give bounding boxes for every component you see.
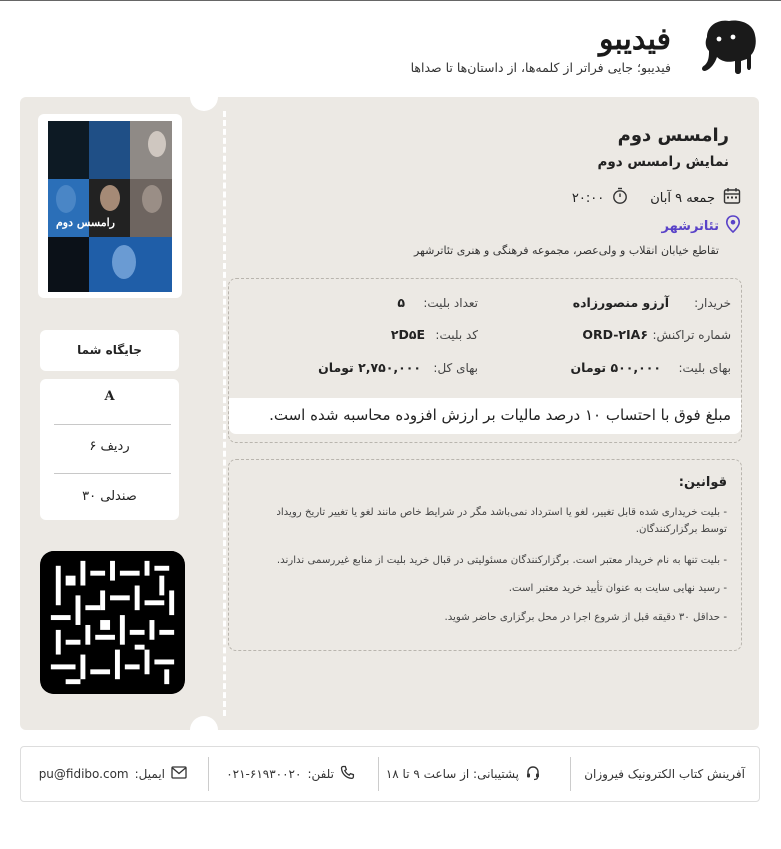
rules-title: قوانین: [678, 475, 727, 490]
brand-tagline: فیدیبو؛ جایی فراتر از کلمه‌ها، از داستان‌ها تا صداها [410, 60, 671, 75]
footer-bar [20, 746, 760, 802]
rule-item: - رسید نهایی سایت به عنوان تأیید خرید معتبر است. [508, 583, 727, 594]
purchase-details-box [228, 278, 742, 443]
rule-item: - بلیت خریداری شده قابل تغییر، لغو یا استرداد نمی‌باشد مگر در شرایط خاص مانند لغو یا تغییر تاریخ رویداد توسط برگزارکنندگان. [276, 507, 727, 535]
brand-wordmark: فیدیبو [598, 22, 671, 57]
location-pin-icon [725, 215, 741, 237]
phone-number: ۰۲۱-۶۱۹۳۰۰۲۰ [226, 767, 302, 781]
poster-image [48, 121, 172, 292]
ticket-qr-code [40, 551, 185, 694]
footer-divider [208, 757, 209, 791]
buyer-label: خریدار: [694, 296, 731, 310]
support-hours: پشتیبانی: از ساعت ۹ تا ۱۸ [385, 767, 519, 781]
transaction-label: شماره تراکنش: [652, 328, 731, 342]
footer-divider [378, 757, 379, 791]
elephant-icon [697, 15, 761, 79]
footer-support [386, 747, 541, 801]
event-datetime [572, 187, 741, 209]
tax-note-banner [229, 398, 741, 434]
phone-icon [340, 765, 355, 783]
ticket-code-value: ۲D۵E [390, 327, 425, 342]
transaction-value: ORD-۲IA۶ [582, 327, 648, 342]
ticket-code-label: کد بلیت: [435, 328, 478, 342]
tax-note: مبلغ فوق با احتساب ۱۰ درصد مالیات بر ارزش افزوده محاسبه شده است. [269, 406, 731, 424]
email-label: ایمیل: [134, 767, 165, 781]
event-date: جمعه ۹ آبان [650, 190, 715, 206]
mail-icon [171, 766, 187, 782]
venue-address: تقاطع خیابان انقلاب و ولی‌عصر، مجموعه فرهنگی و هنری تئاترشهر [413, 244, 719, 257]
footer-email[interactable] [39, 747, 187, 801]
seat-row: ردیف ۶ [89, 439, 130, 454]
total-price-value: ۲,۷۵۰,۰۰۰ تومان [318, 360, 421, 375]
calendar-icon [723, 187, 741, 209]
top-border [0, 0, 781, 1]
poster-title-text: رامسس دوم [56, 216, 115, 229]
brand-header [241, 10, 761, 85]
footer-divider [570, 757, 571, 791]
stopwatch-icon [612, 187, 628, 209]
ticket-notch-top [190, 83, 218, 111]
seat-divider [54, 424, 171, 425]
rule-item: - حداقل ۳۰ دقیقه قبل از شروع اجرا در محل برگزاری حاضر شوید. [444, 612, 727, 623]
event-title: رامسس دوم [617, 125, 729, 146]
ticket-count-value: ۵ [397, 295, 405, 310]
ticket-price-value: ۵۰۰,۰۰۰ تومان [570, 360, 661, 375]
rules-box [228, 459, 742, 651]
ticket-count-label: تعداد بلیت: [423, 296, 478, 310]
seat-number: صندلی ۳۰ [82, 489, 137, 504]
seat-heading: جایگاه شما [40, 330, 179, 371]
ticket-notch-bottom [190, 716, 218, 744]
total-price-label: بهای کل: [433, 361, 478, 375]
seat-info-box [40, 379, 179, 520]
event-venue[interactable] [662, 216, 742, 236]
rule-item: - بلیت تنها به نام خریدار معتبر است. برگزارکنندگان مسئولیتی در قبال خرید بلیت از منابع غیررسمی ندارند. [276, 555, 727, 566]
venue-name: تئاترشهر [661, 218, 719, 234]
ticket-card [20, 97, 759, 730]
event-subtitle: نمایش رامسس دوم [597, 154, 729, 170]
phone-label: تلفن: [307, 767, 334, 781]
headset-icon [525, 765, 541, 784]
seat-section: A [104, 389, 115, 404]
footer-company: آفرینش کتاب الکترونیک فیروزان [584, 767, 745, 781]
buyer-value: آرزو منصورزاده [572, 295, 669, 310]
event-time: ۲۰:۰۰ [571, 190, 605, 206]
email-address[interactable]: pu@fidibo.com [38, 767, 129, 781]
event-poster [38, 114, 182, 298]
ticket-price-label: بهای بلیت: [678, 361, 731, 375]
ticket-perforation [223, 111, 226, 716]
footer-phone[interactable] [226, 747, 355, 801]
seat-divider [54, 473, 171, 474]
